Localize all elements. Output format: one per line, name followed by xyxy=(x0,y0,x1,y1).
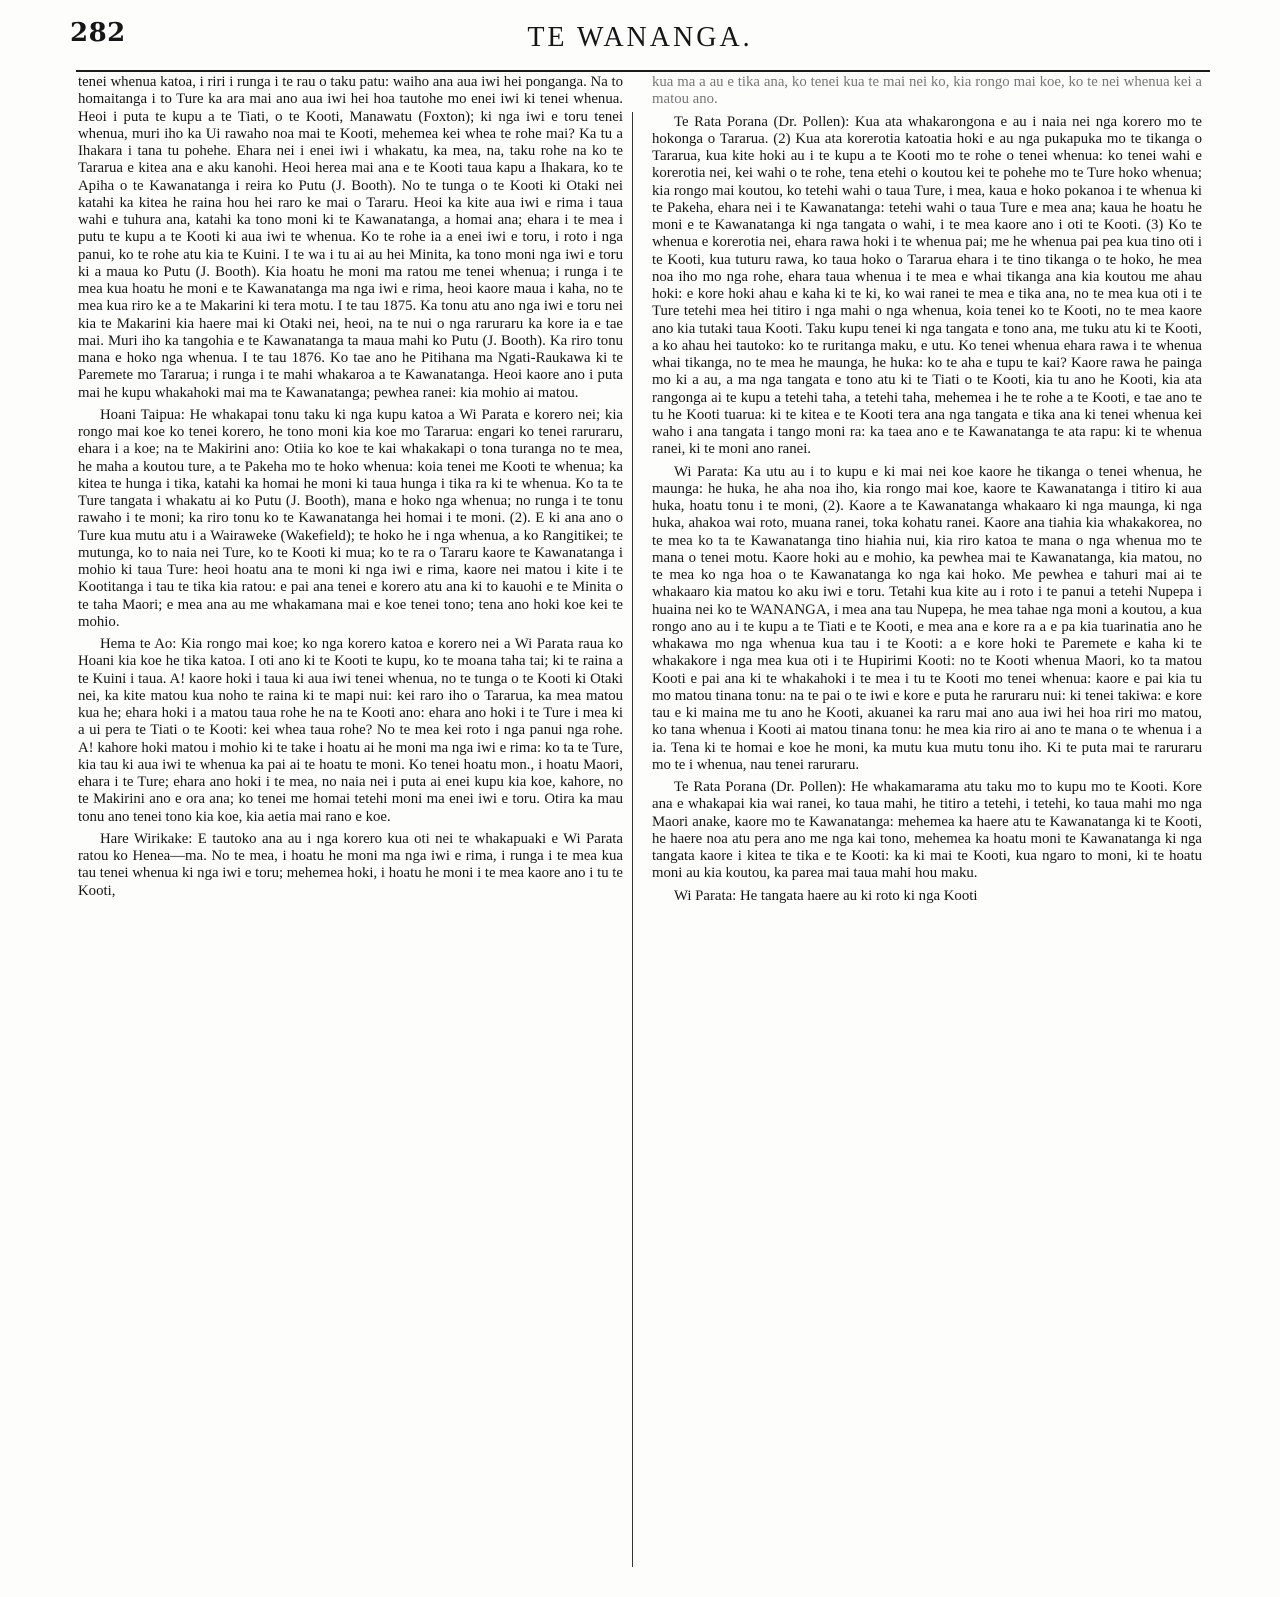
paragraph: tenei whenua katoa, i riri i runga i te rau o taku patu: waiho ana aua iwi hei ponganga. Na to homaitanga i to Ture ka ara mai ano aua iwi hei hoa tautohe mo enei iwi ki tenei whenua. Heoi i puta te kupu a te Tiati, o te Kooti, Manawatu (Foxton); ki nga iwi e toru tenei whenua, muri iho ka Ui rawaho noa mai te Kooti, mehemea kei whea te rohe mai? Ka tu a Ihakara i tana tu pohehe. Ehara nei i enei iwi i whakatu, ka mea, na, taku rohe na ko te Tararua e kitea ana e aku kanohi. Heoi herea mai ana e te Kooti taua kapu a Ihakara, ko te Apiha o te Kawanatanga i reira ko Putu (J. Booth). No te tunga o te Kooti ki Otaki nei katahi ka kitea he raina hou hei raro ke mai o Tararu. Heoi ka kite aua iwi e rima i taua wahi e tuhura ana, katahi ka tono moni ki te Kawanatanga, a homai ana; ehara i te mea i putu te kupu a te Kooti ki aua iwi te whenua. Ko te rohe ia a enei iwi e toru, i roto i nga panui, ko te rohe atu kia te Kuini. I te wa i tu ai au hei Minita, ka tono moni nga iwi e toru ki a maua ko Putu (J. Booth). Kia hoatu he moni ma ratou me tenei whenua; i runga i te mea kua hoatu he moni e te Kawanatanga ma nga iwi e rima, heoi kaore maua i kaha, no te mea kua riro ke a te Makarini ki tera motu. I te tau 1875. Ka tonu atu ano nga iwi e toru nei kia te Makarini kia haere mai ki Otaki nei, heoi, na te nui o nga raruraru ka kore ia e tae mai. Muri iho ka tangohia e te Kawanatanga ta maua mahi ko Putu (J. Booth). Ka riro tonu mana e hoko nga whenua. I te tau 1876. Ko tae ano he Pitihana ma Ngati-Raukawa ki te Paremete mo Tararua; i runga i te mahi whakaroa a te Kawanatanga. Heoi kaore ano i puta mai he kupu whakahoki mai ma te Kawanatanga; pewhea ranei: kia mohio ai matou. xyxy=(78,74,623,401)
paragraph: Wi Parata: Ka utu au i to kupu e ki mai nei koe kaore he tikanga o tenei whenua, he maunga: he huka, he aha noa iho, kia rongo mai koe, kaore te Kawanatanga i titiro ki aua huka, hoatu tonu i te moni, (2). Kaore a te Kawanatanga whakaaro ki nga maunga, ki nga huka, ahakoa wai roto, muana ranei, toka kohatu ranei. Kaore ana tiahia kia whakakorea, no te mea ko ta te Kawanatanga tino hiahia nui, kia riro katoa te mana o nga whenua mo te mana o tenei motu. Kaore hoki au e mohio, ka pewhea mai te Kawanatanga, kia matou, no te mea ko nga hoa o te Kawanatanga ko nga kai hoko. Me pewhea e tahuri mai ai te whakaaro kia matou ko aku iwi e toru. Tetahi kua kite au i roto i te panui a tetehi Nupepa i huaina nei ko te WANANGA, i mea ana tau Nupepa, he mea tahae nga moni a koutou, a kua rongo ano au i te kupu a te Tiati e te Kooti, e mea ana e kore ra a e pa kia tuarinatia ano he whakawa mo nga whenua kua tau i te Kooti: a e kore hoki te Paremete e kaha ki te whakakore i nga mea kua oti i te Hupirimi Kooti: no te Kooti whenua Maori, ko ta matou Kooti e pai ana ki te whakahoki i te mea i tu te Kooti mo tenei whenua: kaore e pai kia tu mo matou tinana tonu: na te pai o te iwi e kore e puta he raruraru nui: ki tenei takiwa: e kore tau e ki maina me tu ano he Kooti, akuanei ka raru mai ano aua iwi hei hoa riri mo matou, ko tana whenua i Kooti ai matou tinana tonu: he mea kia riro ai ano te mana o te whenua i a ia. Tena ki te homai e koe he moni, ka mutu kua mutu tonu iho. Ki te puta mai te raruraru mo te i whenua, nau tenei raruraru. xyxy=(652,463,1202,773)
paragraph: Wi Parata: He tangata haere au ki roto ki nga Kooti xyxy=(674,887,978,904)
paragraph: Te Rata Porana (Dr. Pollen): Kua ata whakarongona e au i naia nei nga korero mo te hokonga o Tararua. (2) Kua ata korerotia katoatia hoki e au nga pukapuka mo te tikanga o Tararua, kua kite hoki au i te kupu a te Kooti mo te rohe o tenei whenua: ko tenei wahi e korerotia nei, kei wahi o te rohe, tena etehi o koutou kei te pohehe mo te Ture hoko whenua; kia rongo mai koutou, ko tetehi wahi o taua Ture, i mea, kaua e hoko pokanoa i te whenua ki te Pakeha, ehara nei i te Kawanatanga: tetehi wahi o taua Ture e mea ana; kaua he hoatu he moni e te Kawanatanga ki nga tangata o wahi, i te mea kaore ano i oti te Kooti. (3) Ko te whenua e korerotia nei, ehara rawa hoki i te whenua pai; me he whenua pai pea kua tino oti i te Kooti, kua tuturu rawa, ko taua hoko o Tararua ehara i te tino tikanga o te hoko, he mea noa iho mo nga rohe, ehara taua whenua i te mea e whai tikanga ana kia koutou me ahau hoki: e kore hoki ahau e kaha ki te ki, ko wai ranei te mea e tika ana, no te mea kua oti i te Ture tetehi mea hei titiro i nga mahi o nga whenua, koia tenei ko te Kooti, no te mea kaore ano kia tutaki taua Kooti. Taku kupu tenei ki nga tangata e tono ana, me tuku atu ki te Kooti, a ko ahau hei tautoko: ko te ruritanga maku, e utu. Ko tenei whenua ehara rawa i te whenua whai tikanga, no te mea he maunga, he huka: ko te aha e tupu te kai? Kaore rawa he painga mo ki a au, a ma nga tangata e tono atu ki te Tiati o te Kooti, kia tu ano he Kooti, kia ata rangonga ai te kupu a tetehi taha, a tetehi taha, mehemea i he te rohe a te Kooti, e tae ano te tu he Kooti tuarua: ki te kitea e te Kooti tera ana nga tangata e tika ana ki tenei whenua kei waho i ana tangata i tango moni ra: ka taea ano e te Kawanatanga te ata rapu: ki te whenua ranei, ki te moni ano ranei. xyxy=(652,113,1202,458)
paragraph: Hema te Ao: Kia rongo mai koe; ko nga korero katoa e korero nei a Wi Parata raua ko Hoani kia koe he tika katoa. I oti ano ki te Kooti te kupu, ko te moana taha tai; ki te raina a te Kuini i taua. A! kaore hoki i taua ki aua iwi tenei whenua, no te tunga o te Kooti ki Otaki nei, ka kite matou kua noho te raina ki te mapi nui: kei raro iho o Tararua, ka mea matou kua he; ehara hoki i a matou taua rohe he na te Kooti ano: ehara ano hoki i te Ture i mea ki a ui pera te Tiati o te Kooti: kei whea taua rohe? No te mea kei roto i nga panui nga rohe. A! kahore hoki matou i mohio ki te take i hoatu ai he moni ma nga iwi e rima: ko ta te Ture, kia tau ki aua iwi te whenua ka pai ai te hoatu te moni. Ko tenei hoatu mon., i hoatu Maori, ehara i te Ture; ehara ano hoki i te mea, no naia nei i puta ai enei kupu kia koe, kahore, no te Makirini ano e ora ana; ko tenei me homai tetehi moni ma enei iwi e toru. Otira ka mau tonu ano tenei tono kia koe, kia aetia mai rano e koe. xyxy=(78,636,623,825)
paragraph: kua ma a au e tika ana, ko tenei kua te mai nei ko, kia rongo mai koe, ko te nei whenua kei a matou ano. xyxy=(652,74,1202,108)
paragraph: Te Rata Porana (Dr. Pollen): He whakamarama atu taku mo to kupu mo te Kooti. Kore ana e whakapai kia wai ranei, ko taua mahi, he titiro a tetehi, i tetehi, ko taua mahi mo nga Maori anake, kaore mo te Kawanatanga: mehemea ka haere atu te Kawanatanga ki te Kooti, he haere noa atu pera ano me nga kai tono, mehemea ka hoatu moni te Kawanatanga ki nga tangata kaore i kitea te tika e te Kooti: ka ki mai te Kooti, kua ngaro to moni, ki te hoatu moni au kia koutou, ka parea mai taua mahi hou maku. xyxy=(652,779,1202,882)
header-rule xyxy=(76,70,1210,72)
column-divider xyxy=(632,112,633,1567)
running-title: TE WANANGA. xyxy=(527,22,753,53)
left-column xyxy=(78,74,623,1574)
paragraph: Hoani Taipua: He whakapai tonu taku ki nga kupu katoa a Wi Parata e korero nei; kia rongo mai koe ko tenei korero, he tono moni kia koe mo Tararua: engari ko tenei raruraru, ehara i a koe; na te Makirini ano: Otiia ko koe te kai whakakapi o tona turanga no te mea, he maha a koutou ture, a te Pakeha mo te hoko whenua: koia tenei me Kooti te whenua; ka kitea te hunga i tika, katahi ka homai he moni ki taua hunga i tika ra ki te whenua. Ko ta te Ture tangata i whakatu ai ko Putu (J. Booth), mana e hoko nga whenua; no runga i te tonu rawaho i te moni; ka riro tonu ko te Kawanatanga hei homai i te moni. (2). E ki ana ano o Ture kua mutu atu i a Wairaweke (Wakefield); te hoko he i nga whenua, a ko Rangitikei; te mutunga, ko to naia nei Ture, ko te Kooti ki mua; ko te ra o Tararu kaore te Kawanatanga i mohio ki taua Ture: heoi hoatu ana te moni ki nga iwi e rima, kaore nei matou i kite i te Kootitanga i tau te tika kia ratou: e pai ana tenei e korero atu ana ki to kauohi e te Minita o te taha Maori; e mea ana au me whakamana mai e koe tenei tono; tena ano hoki koe kei te mohio. xyxy=(78,406,623,630)
right-column xyxy=(652,74,1202,1574)
page-number: 282 xyxy=(70,18,126,48)
paragraph: Hare Wirikake: E tautoko ana au i nga korero kua oti nei te whakapuaki e Wi Parata ratou ko Henea—ma. No te mea, i hoatu he moni ma nga iwi e rima, i runga i te mea kua tau tenei whenua ki nga iwi e toru; mehemea hoki, i hoatu he moni i te mea kaore ano i tu te Kooti, xyxy=(78,830,623,899)
